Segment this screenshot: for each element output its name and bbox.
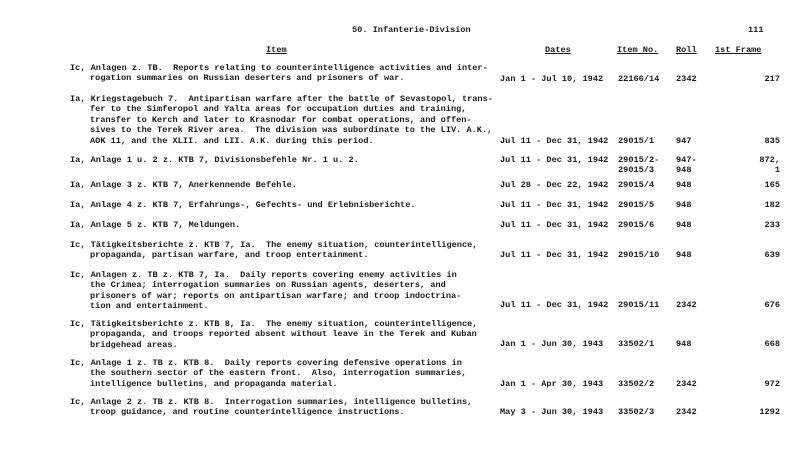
table-row-item <box>70 155 490 165</box>
column-header-item: Item <box>266 45 287 55</box>
item-text-line: Ia, Anlage 3 z. KTB 7, Anerkennende Befehle. <box>70 180 297 190</box>
table-row-item <box>70 63 490 84</box>
row-item-no: 29015/6 <box>618 220 655 230</box>
row-roll-continued: 948 <box>676 165 692 175</box>
item-text-line: Ic, Anlagen z. TB. Reports relating to counterintelligence activities and inter- <box>70 63 488 73</box>
row-first-frame: 217 <box>764 74 780 84</box>
row-first-frame: 182 <box>764 200 780 210</box>
item-text-line: Ic, Tätigkeitsberichte z. KTB 8, Ia. The enemy situation, counterintelligence, <box>70 319 478 329</box>
row-first-frame: 165 <box>764 180 780 190</box>
item-text-line: prisoners of war; reports on antipartisan warfare; and troop indoctrina- <box>90 290 462 301</box>
page-number: 111 <box>748 25 764 35</box>
item-text-line: AOK 11, and the XLII. and LII. A.K. during this period. <box>90 135 374 146</box>
row-item-no: 29015/5 <box>618 200 655 210</box>
row-roll: 2342 <box>676 379 697 389</box>
table-row-item <box>70 94 493 146</box>
item-text-line: the Crimea; interrogation summaries on Russian agents, deserters, and <box>90 280 446 291</box>
table-row-item <box>70 319 490 350</box>
column-header-roll: Roll <box>676 45 697 55</box>
row-dates: Jan 1 - Apr 30, 1943 <box>500 379 604 389</box>
item-text-line: Ic, Anlage 1 z. TB z. KTB 8. Daily reports covering defensive operations in <box>70 358 462 368</box>
item-text-line: intelligence bulletins, and propaganda material. <box>90 378 338 389</box>
row-dates: Jul 28 - Dec 22, 1942 <box>500 180 609 190</box>
item-text-line: Ia, Anlage 1 u. 2 z. KTB 7, Divisionsbefehle Nr. 1 u. 2. <box>70 155 359 165</box>
row-dates: Jul 11 - Dec 31, 1942 <box>500 136 609 146</box>
table-row-item <box>70 180 490 190</box>
item-text-line: propaganda, partisan warfare, and troop entertainment. <box>90 250 369 261</box>
item-text-line: sives to the Terek River area. The division was subordinate to the LIV. A.K., <box>90 125 493 136</box>
row-roll: 948 <box>676 200 692 210</box>
row-dates: Jan 1 - Jul 10, 1942 <box>500 74 604 84</box>
row-roll: 947 <box>676 136 692 146</box>
table-row-item <box>70 220 490 230</box>
item-text-line: the southern sector of the eastern front. Also, interrogation summaries, <box>90 368 467 379</box>
row-roll: 2342 <box>676 300 697 310</box>
row-first-frame-continued: 1 <box>774 165 780 175</box>
column-header-item-no: Item No. <box>617 45 659 55</box>
row-first-frame: 668 <box>764 339 780 349</box>
row-first-frame: 233 <box>764 220 780 230</box>
row-first-frame: 639 <box>764 250 780 260</box>
row-item-no: 29015/4 <box>618 180 655 190</box>
row-dates: May 3 - Jun 30, 1943 <box>500 407 604 417</box>
row-dates: Jul 11 - Dec 31, 1942 <box>500 200 609 210</box>
item-text-line: troop guidance, and routine counterintelligence instructions. <box>90 407 405 418</box>
row-dates: Jul 11 - Dec 31, 1942 <box>500 220 609 230</box>
table-row-item <box>70 240 490 261</box>
row-first-frame: 835 <box>764 136 780 146</box>
row-item-no: 33502/1 <box>618 339 655 349</box>
item-text-line: Ic, Tätigkeitsberichte z. KTB 7, Ia. The enemy situation, counterintelligence, <box>70 240 478 250</box>
table-row-item <box>70 200 490 210</box>
page-title: 50. Infanterie-Division <box>352 25 471 35</box>
row-roll: 2342 <box>676 407 697 417</box>
item-text-line: Ic, Anlage 2 z. TB z. KTB 8. Interrogation summaries, intelligence bulletins, <box>70 397 473 407</box>
row-first-frame: 1292 <box>759 407 780 417</box>
item-text-line: Ic, Anlagen z. TB z. KTB 7, Ia. Daily reports covering enemy activities in <box>70 270 457 280</box>
item-text-line: bridgehead areas. <box>90 339 178 350</box>
table-row-item <box>70 358 490 389</box>
row-item-no: 22166/14 <box>618 74 660 84</box>
row-roll: 948 <box>676 220 692 230</box>
item-text-line: Ia, Anlage 4 z. KTB 7, Erfahrungs-, Gefechts- und Erlebnisberichte. <box>70 200 416 210</box>
row-dates: Jul 11 - Dec 31, 1942 <box>500 155 609 165</box>
item-text-line: tion and entertainment. <box>90 301 209 312</box>
item-text-line: fer to the Simferopol and Yalta areas for occupation duties and training, <box>90 104 467 115</box>
item-text-line: transfer to Kerch and later to Krasnodar for combat operations, and offen- <box>90 114 472 125</box>
row-item-no: 29015/1 <box>618 136 655 146</box>
row-first-frame: 972 <box>764 379 780 389</box>
row-item-no-continued: 29015/3 <box>618 165 655 175</box>
row-dates: Jul 11 - Dec 31, 1942 <box>500 250 609 260</box>
column-header-dates: Dates <box>545 45 571 55</box>
item-text-line: Ia, Kriegstagebuch 7. Antipartisan warfare after the battle of Sevastopol, trans- <box>70 94 493 104</box>
row-item-no: 29015/10 <box>618 250 660 260</box>
item-text-line: Ia, Anlage 5 z. KTB 7, Meldungen. <box>70 220 241 230</box>
row-item-no: 33502/3 <box>618 407 655 417</box>
row-item-no: 29015/11 <box>618 300 660 310</box>
row-roll: 2342 <box>676 74 697 84</box>
column-header-first-frame: 1st Frame <box>715 45 762 55</box>
item-text-line: propaganda, and troops reported absent without leave in the Terek and Kuban <box>90 329 477 340</box>
item-text-line: rogation summaries on Russian deserters and prisoners of war. <box>90 73 405 84</box>
row-dates: Jul 11 - Dec 31, 1942 <box>500 300 609 310</box>
table-row-item <box>70 270 490 312</box>
row-roll: 948 <box>676 250 692 260</box>
row-dates: Jan 1 - Jun 30, 1943 <box>500 339 604 349</box>
table-row-item <box>70 397 490 418</box>
row-first-frame: 676 <box>764 300 780 310</box>
row-item-no: 33502/2 <box>618 379 655 389</box>
row-item-no: 29015/2- <box>618 155 660 165</box>
row-roll: 948 <box>676 339 692 349</box>
row-roll: 948 <box>676 180 692 190</box>
row-first-frame: 872, <box>759 155 780 165</box>
row-roll: 947- <box>676 155 697 165</box>
